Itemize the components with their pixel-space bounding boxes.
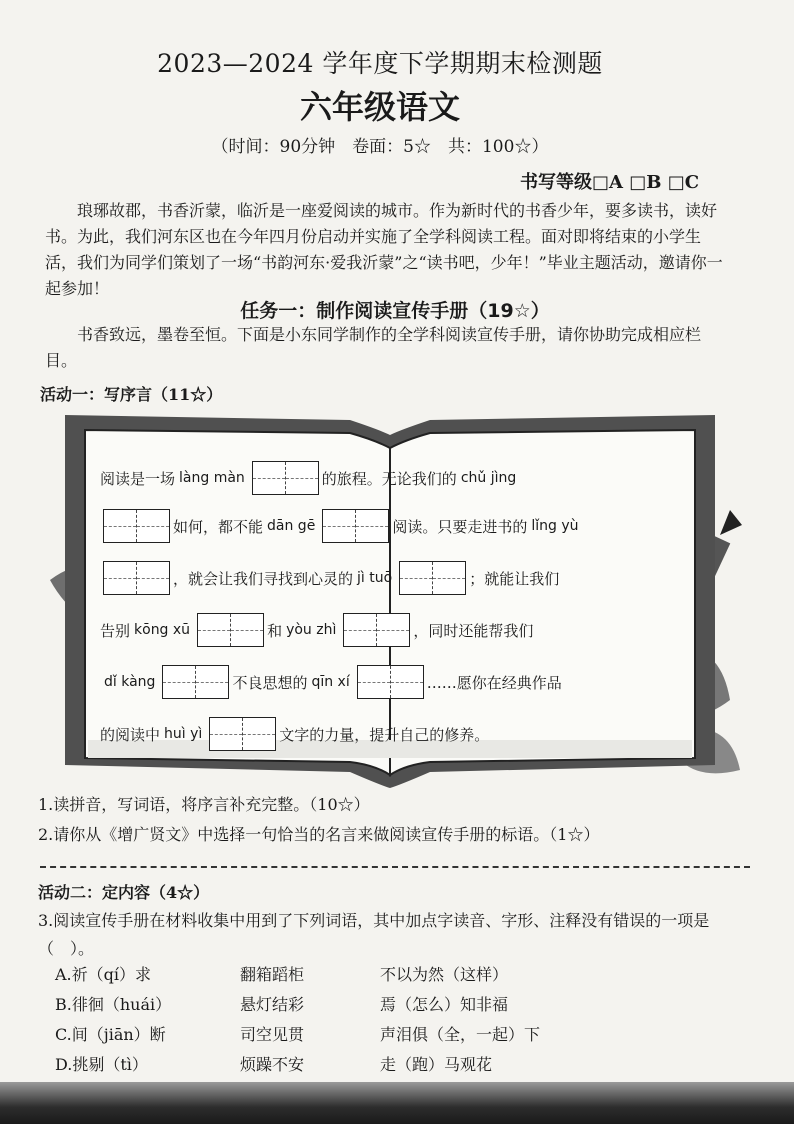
pinyin-label: chǔ jìng	[460, 470, 517, 486]
task1-title: 任务一：制作阅读宣传手册（19☆）	[240, 300, 550, 322]
answer-box[interactable]	[197, 613, 264, 647]
option-word-3: 走（跑）马观花	[380, 1055, 493, 1074]
option-word-3: 声泪俱（全，一起）下	[380, 1025, 541, 1044]
answer-box[interactable]	[399, 561, 466, 595]
pinyin-label: dān gē	[267, 518, 316, 534]
pinyin-label: làng màn	[179, 470, 245, 486]
preface-text-segment: 阅读。只要走进书的	[392, 517, 528, 536]
preface-line-2	[100, 508, 582, 544]
option-word-2: 悬灯结彩	[240, 995, 305, 1014]
preface-text-segment: ；就能让我们	[469, 569, 560, 588]
pinyin-label: huì yì	[164, 726, 203, 742]
answer-line[interactable]	[40, 866, 750, 868]
option-d[interactable]	[55, 1052, 735, 1082]
answer-box[interactable]	[252, 461, 319, 495]
preface-text-segment: ，同时还能帮我们	[413, 621, 534, 640]
writing-grade: 书写等级□A □B □C	[520, 172, 700, 193]
answer-box[interactable]	[343, 613, 410, 647]
exam-title: 2023—2024 学年度下学期期末检测题	[157, 49, 603, 78]
answer-box[interactable]	[162, 665, 229, 699]
preface-text-segment: 的阅读中	[100, 725, 161, 744]
question-1: 1.读拼音，写词语，将序言补充完整。（10☆）	[38, 795, 370, 814]
intro-paragraph: 琅琊故郡，书香沂蒙，临沂是一座爱阅读的城市。作为新时代的书香少年，要多读书，读好书。为此，我们河东区也在今年四月份启动并实施了全学科阅读工程。面对即将结束的小学生活，我们为同学们策划了一场“书韵河东·爱我沂蒙”之“读书吧，少年！”毕业主题活动，邀请你一起参加！	[45, 201, 723, 298]
pinyin-label: jì tuō	[357, 570, 393, 586]
question-3: 3.阅读宣传手册在材料收集中用到了下列词语，其中加点字读音、字形、注释没有错误的一项是（ ）。	[38, 911, 710, 958]
option-word-2: 烦躁不安	[240, 1055, 305, 1074]
option-word-2: 司空见贯	[240, 1025, 305, 1044]
preface-text-segment: 的旅程。无论我们的	[321, 469, 457, 488]
preface-text-segment: 不良思想的	[232, 673, 308, 692]
option-a[interactable]	[55, 962, 735, 992]
pinyin-label: dǐ kàng	[104, 674, 156, 690]
option-word-1: B.徘徊（huái）	[55, 995, 172, 1014]
preface-text-segment: ，就会让我们寻找到心灵的	[173, 569, 354, 588]
option-word-1: C.间（jiān）断	[55, 1025, 166, 1044]
answer-box[interactable]	[103, 509, 170, 543]
option-word-1: A.祈（qí）求	[55, 965, 152, 984]
pinyin-label: kōng xū	[134, 622, 191, 638]
preface-text-segment: 告别	[100, 621, 131, 640]
preface-line-6	[100, 716, 489, 752]
preface-text-segment: 文字的力量，提升自己的修养。	[279, 725, 490, 744]
preface-line-4	[100, 612, 533, 648]
question-2: 2.请你从《增广贤文》中选择一句恰当的名言来做阅读宣传手册的标语。（1☆）	[38, 825, 600, 844]
subject-title: 六年级语文	[299, 88, 460, 126]
pinyin-label: lǐng yù	[531, 518, 579, 534]
activity2-title: 活动二：定内容（4☆）	[38, 883, 210, 902]
answer-box[interactable]	[322, 509, 389, 543]
option-word-2: 翻箱蹈柜	[240, 965, 305, 984]
option-c[interactable]	[55, 1022, 735, 1052]
option-word-1: D.挑剔（tì）	[55, 1055, 148, 1074]
preface-text	[100, 460, 660, 760]
pinyin-label: yòu zhì	[286, 622, 337, 638]
preface-text-segment: 阅读是一场	[100, 469, 176, 488]
preface-line-5	[100, 664, 562, 700]
preface-line-3	[100, 560, 559, 596]
preface-text-segment: ……愿你在经典作品	[426, 673, 562, 692]
preface-line-1	[100, 460, 520, 496]
answer-box[interactable]	[357, 665, 424, 699]
answer-box[interactable]	[209, 717, 276, 751]
preface-text-segment: 如何，都不能	[173, 517, 264, 536]
option-b[interactable]	[55, 992, 735, 1022]
answer-box[interactable]	[103, 561, 170, 595]
task1-intro: 书香致远，墨卷至恒。下面是小东同学制作的全学科阅读宣传手册，请你协助完成相应栏目。	[45, 325, 702, 370]
option-word-3: 焉（怎么）知非福	[380, 995, 509, 1014]
pinyin-label: qīn xí	[311, 674, 350, 690]
option-word-3: 不以为然（这样）	[380, 965, 509, 984]
exam-meta: （时间：90分钟 卷面：5☆ 共：100☆）	[211, 137, 549, 157]
preface-text-segment: 和	[267, 621, 283, 640]
options-list	[55, 962, 735, 1082]
scan-shadow-band	[0, 1082, 794, 1124]
activity1-title: 活动一：写序言（11☆）	[40, 385, 223, 404]
